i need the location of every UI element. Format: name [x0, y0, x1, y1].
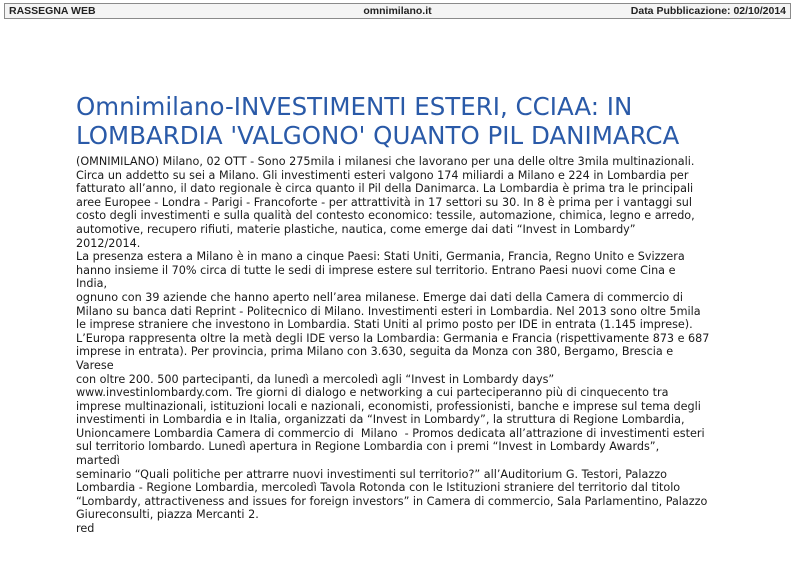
article-body-line: imprese multinazionali, istituzioni locali e nazionali, economisti, professionisti, banche e imprese sul tema degli: [76, 399, 701, 413]
article-body-line: seminario “Quali politiche per attrarre nuovi investimenti sul territorio?” all’Auditorium G. Testori, Palazzo: [76, 467, 667, 481]
article-body-line: costo degli investimenti e sulla qualità del contesto economico: tessile, automazione, chimica, legno e arredo,: [76, 209, 695, 223]
article-body-line: con oltre 200. 500 partecipanti, da lunedì a mercoledì agli “Invest in Lombardy days”: [76, 372, 555, 386]
article-body-line: Giureconsulti, piazza Mercanti 2.: [76, 508, 259, 522]
article-body-line: imprese in entrata). Per provincia, prima Milano con 3.630, seguita da Monza con 380, Bergamo, Brescia e: [76, 345, 674, 359]
article-body-line: (OMNIMILANO) Milano, 02 OTT - Sono 275mila i milanesi che lavorano per una delle oltre 3mila multinazionali.: [76, 155, 695, 168]
article-body-line: L’Europa rappresenta oltre la metà degli IDE verso la Lombardia: Germania e Francia (rispettivamente 873 e 687: [76, 331, 710, 345]
article-body-line: Lombardia - Regione Lombardia, mercoledì Tavola Rotonda con le Istituzioni straniere del territorio dal titolo: [76, 481, 681, 495]
article-body-line: le imprese straniere che investono in Lombardia. Stati Uniti al primo posto per IDE in entrata (1.145 imprese).: [76, 318, 693, 332]
article-body-line: automotive, recupero rifiuti, materie plastiche, nautica, come emerge dai dati “Invest in Lombardy”: [76, 222, 636, 236]
publication-date: Data Pubblicazione: 02/10/2014: [630, 5, 786, 17]
article-body-line: 2012/2014.: [76, 236, 141, 250]
article-body-line: Milano su banca dati Reprint - Politecnico di Milano. Investimenti esteri in Lombardia. Nel 2013 sono oltre 5mila: [76, 304, 701, 318]
article-body-line: La presenza estera a Milano è in mano a cinque Paesi: Stati Uniti, Germania, Francia, Regno Unito e Svizzera: [76, 250, 685, 264]
site-label: omnimilano.it: [363, 5, 432, 17]
article-body-line: fatturato all’anno, il dato regionale è circa quanto il Pil della Danimarca. La Lombardia è prima tra le principali: [76, 182, 694, 196]
article-body-line: red: [76, 522, 95, 536]
article-body-line: Varese: [76, 358, 114, 372]
article-body-line: India,: [76, 277, 108, 291]
article-body-line: sul territorio lombardo. Lunedì apertura in Regione Lombardia con i premi “Invest in Lombardy Awards”,: [76, 440, 660, 454]
article-body-line: investimenti in Lombardia e in Italia, organizzati da “Invest in Lombardy”, la struttura di Regione Lombardia,: [76, 413, 685, 427]
article-body: [76, 155, 796, 536]
article-title: [76, 92, 776, 150]
article-title-line: LOMBARDIA 'VALGONO' QUANTO PIL DANIMARCA: [76, 121, 680, 150]
article-body-line: “Lombardy, attractiveness and issues for foreign investors” in Camera di commercio, Sala Parlamentino, Palazzo: [76, 494, 708, 508]
article-title-line: Omnimilano-INVESTIMENTI ESTERI, CCIAA: IN: [76, 92, 633, 121]
article-body-line: Circa un addetto su sei a Milano. Gli investimenti esteri valgono 174 miliardi a Milano e 224 in Lombardia per: [76, 168, 689, 182]
article-body-line: hanno insieme il 70% circa di tutte le sedi di imprese estere sul territorio. Entrano Paesi nuovi come Cina e: [76, 263, 676, 277]
article-body-line: Unioncamere Lombardia Camera di commercio di Milano - Promos dedicata all’attrazione di investimenti esteri: [76, 426, 705, 440]
article-body-line: www.investinlombardy.com. Tre giorni di dialogo e networking a cui parteciperanno più di cinquecento tra: [76, 386, 669, 400]
source-label: RASSEGNA WEB: [9, 5, 96, 17]
article-body-line: aree Europee - Londra - Parigi - Francoforte - per attrattività in 17 settori su 30. In 8 è prima per i vantaggi sul: [76, 195, 692, 209]
article-body-line: ognuno con 39 aziende che hanno aperto nell’area milanese. Emerge dai dati della Camera di commercio di: [76, 290, 684, 304]
press-review-header: [4, 3, 791, 19]
article-body-line: martedì: [76, 454, 120, 468]
